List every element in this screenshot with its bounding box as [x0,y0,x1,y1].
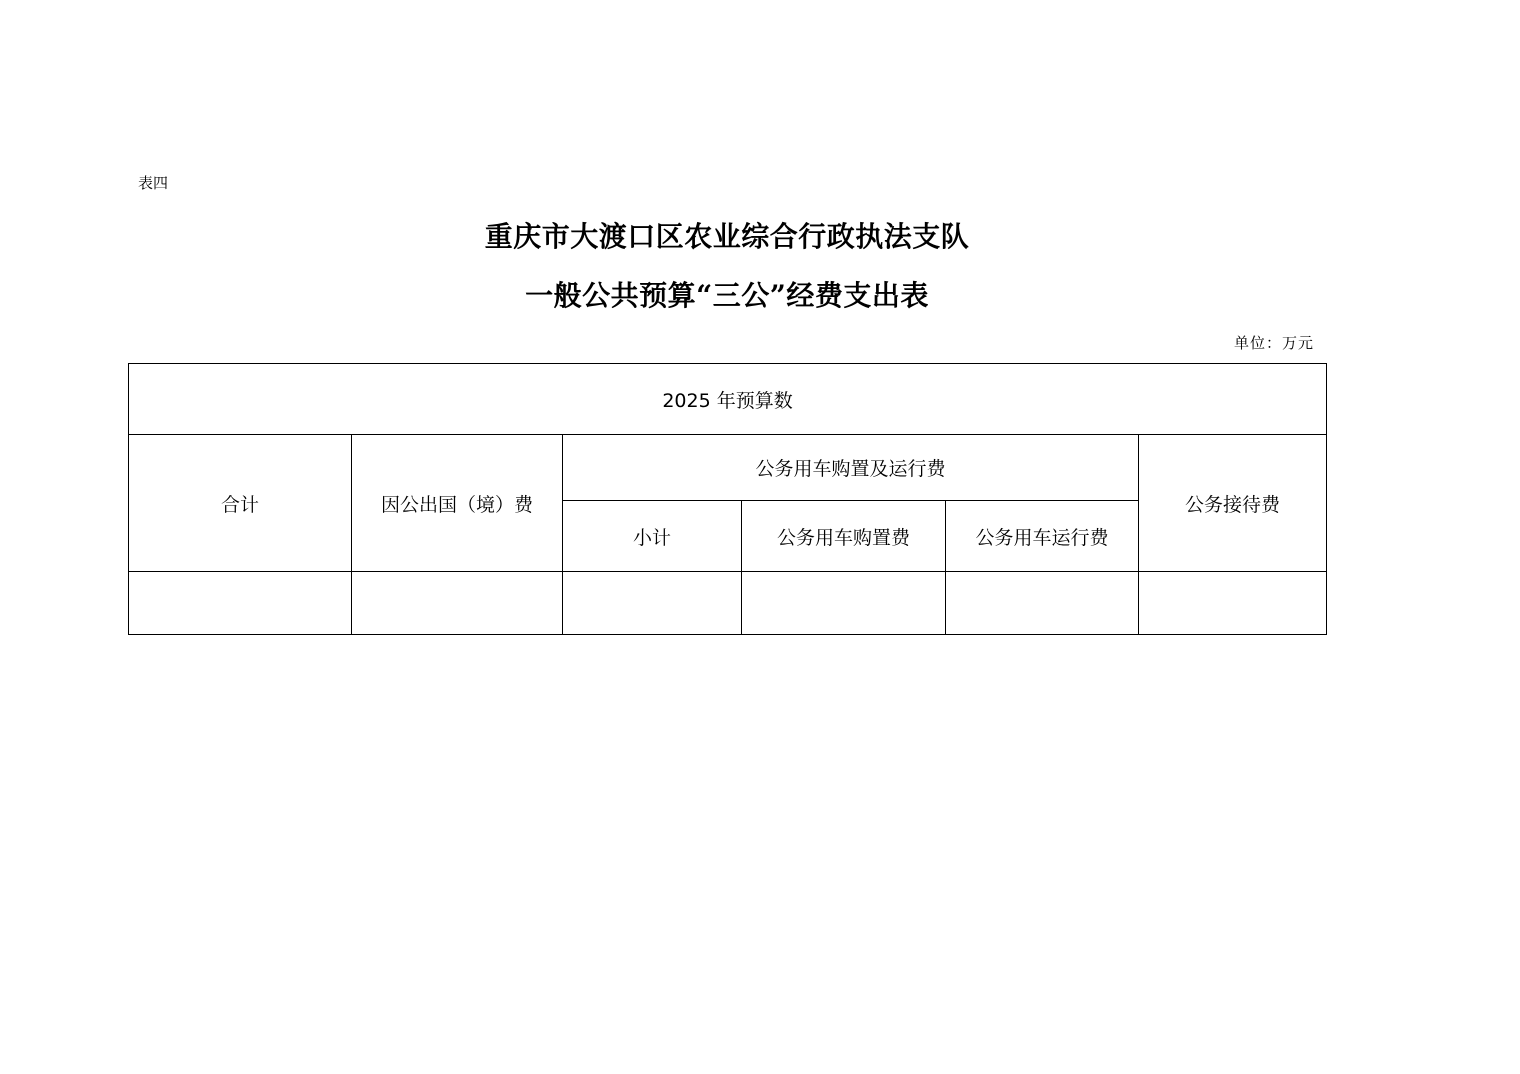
header-vehicle-group: 公务用车购置及运行费 [563,435,1139,501]
header-vehicle-operation: 公务用车运行费 [946,501,1139,572]
cell-vehicle-subtotal [563,572,742,635]
header-overseas: 因公出国（境）费 [352,435,563,572]
cell-reception [1139,572,1327,635]
unit-label: 单位：万元 [1233,334,1314,352]
table-row [129,572,1327,635]
header-reception: 公务接待费 [1139,435,1327,572]
page-title-line1: 重庆市大渡口区农业综合行政执法支队 [484,220,970,253]
header-vehicle-subtotal: 小计 [563,501,742,572]
cell-vehicle-purchase [742,572,946,635]
header-vehicle-purchase: 公务用车购置费 [742,501,946,572]
year-header-cell: 2025 年预算数 [129,364,1327,435]
cell-total [129,572,352,635]
document-label: 表四 [138,174,169,192]
cell-overseas [352,572,563,635]
table-row-header [129,435,1327,501]
page-title-line2: 一般公共预算“三公”经费支出表 [525,279,929,312]
header-total: 合计 [129,435,352,572]
table-row-year-header [129,364,1327,435]
cell-vehicle-operation [946,572,1139,635]
budget-table [128,363,1327,635]
